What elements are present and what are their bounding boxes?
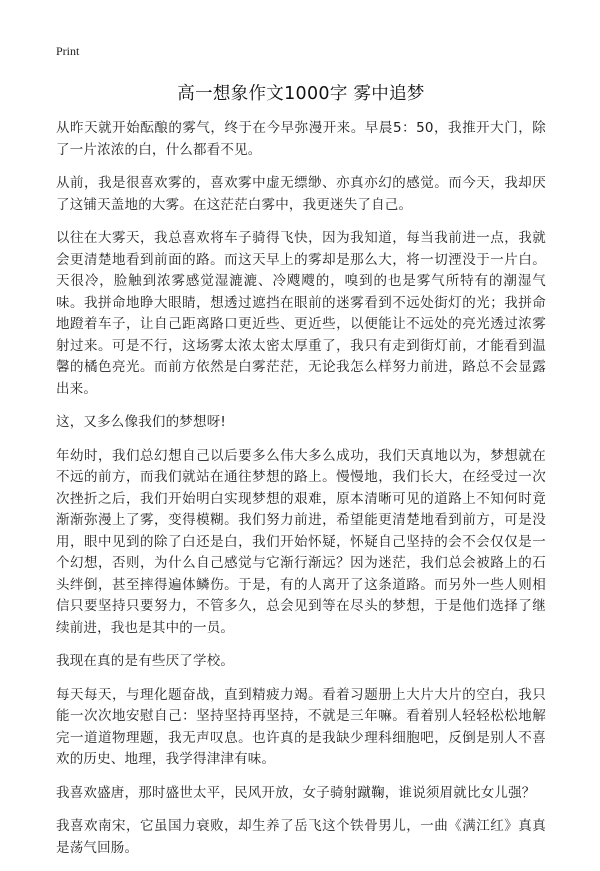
paragraph: 年幼时，我们总幻想自己以后要多么伟大多么成功，我们天真地以为，梦想就在不远的前方，而我们就站在通往梦想的路上。慢慢地，我们长大，在经受过一次次挫折之后，我们开始明白实现梦想的艰难，原本清晰可见的道路上不知何时竟渐渐弥漫上了雾，变得模糊。我们努力前进，希望能更清楚地看到前方，可是没用，眼中见到的除了白还是白，我们开始怀疑，怀疑自己坚持的会不会仅仅是一个幻想，否则，为什么自己感觉与它渐行渐远？因为迷茫，我们总会被路上的石头绊倒，甚至摔得遍体鳞伤。于是，有的人离开了这条道路。而另外一些人则相信只要坚持只要努力，不管多久，总会见到等在尽头的梦想，于是他们选择了继续前进，我也是其中的一员。 [56,447,546,636]
paragraph: 以往在大雾天，我总喜欢将车子骑得飞快，因为我知道，每当我前进一点，我就会更清楚地看到前面的路。而这天早上的雾却是那么大，将一切湮没于一片白。天很冷，脸触到浓雾感觉湿漉漉、冷飕飕的，嗅到的也是雾气所特有的潮湿气味。我拼命地睁大眼睛，想透过遮挡在眼前的迷雾看到不远处街灯的光；我拼命地蹬着车子，让自己距离路口更近些、更近些，以便能让不远处的亮光透过浓雾射过来。可是不行，这场雾太浓太密太厚重了，我只有走到街灯前，才能看到温馨的橘色亮光。而前方依然是白雾茫茫，无论我怎么样努力前进，路总不会显露出来。 [56,230,546,397]
paragraph: 从昨天就开始酝酿的雾气，终于在今早弥漫开来。早晨5：50，我推开大门，除了一片浓浓的白，什么都看不见。 [56,120,546,158]
paragraph: 从前，我是很喜欢雾的，喜欢雾中虚无缥缈、亦真亦幻的感觉。而今天，我却厌了这铺天盖地的大雾。在这茫茫白雾中，我更迷失了自己。 [56,175,546,213]
paragraph: 我喜欢南宋，它虽国力衰败，却生养了岳飞这个铁骨男儿，一曲《满江红》真真是荡气回肠。 [56,818,546,856]
paragraph: 我现在真的是有些厌了学校。 [56,653,235,669]
paragraph: 每天每天，与理化题奋战，直到精疲力竭。看着习题册上大片大片的空白，我只能一次次地安慰自己：坚持坚持再坚持，不就是三年嘛。看着别人轻轻松松地解完一道道物理题，我无声叹息。也许真的是我缺少理科细胞吧，反倒是别人不喜欢的历史、地理，我学得津津有味。 [56,686,546,767]
paragraph: 这，又多么像我们的梦想呀! [56,414,227,430]
print-link[interactable]: Print [56,44,80,58]
article-title: 高一想象作文1000字 雾中追梦 [177,84,425,104]
paragraph: 我喜欢盛唐，那时盛世太平，民风开放，女子骑射蹴鞠，谁说须眉就比女儿强？ [56,784,536,801]
article-body [56,118,546,871]
